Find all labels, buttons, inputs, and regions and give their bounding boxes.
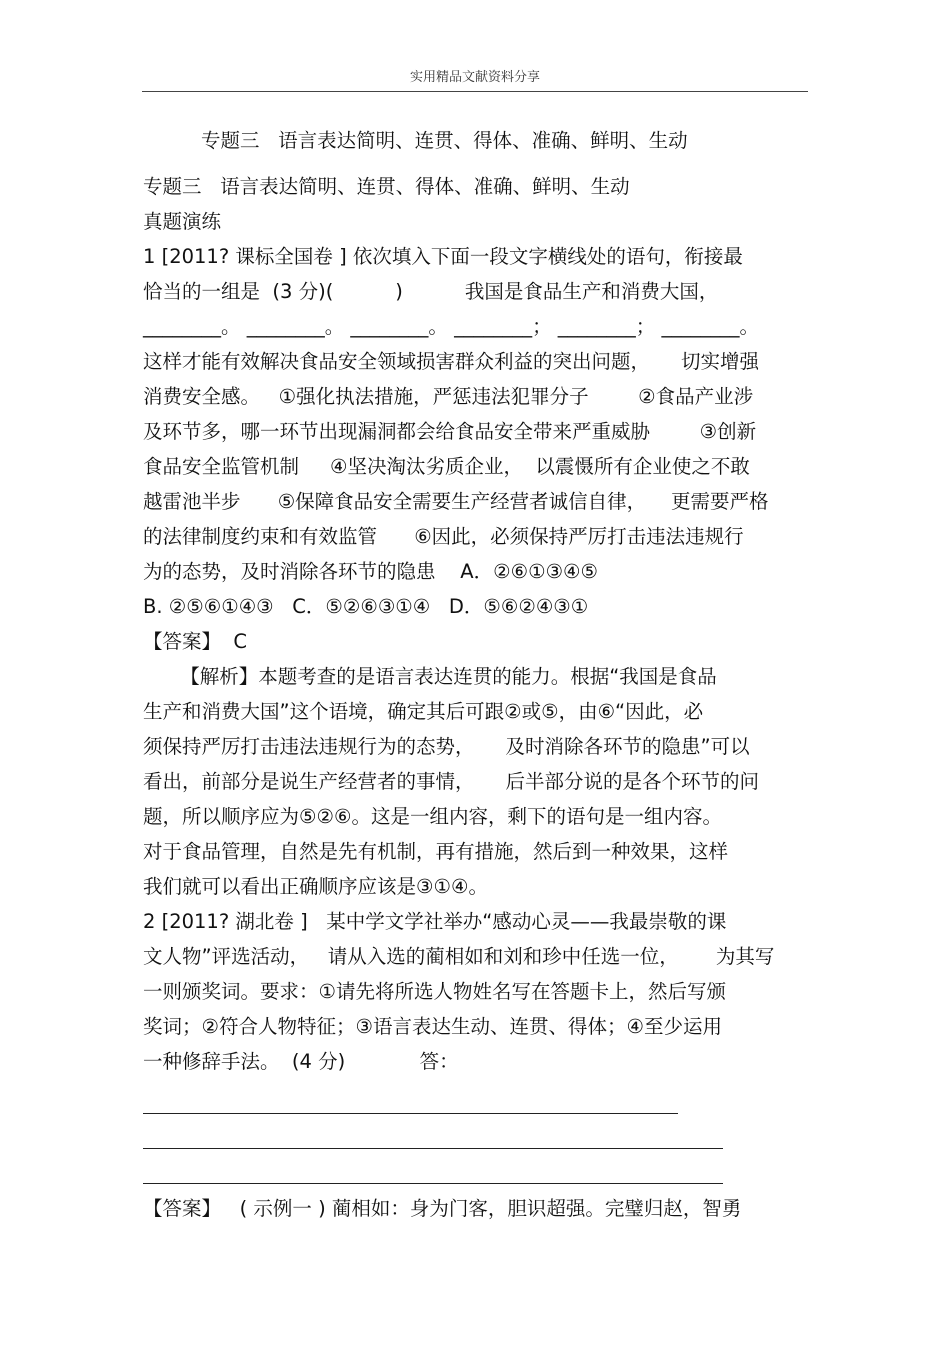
question-1-text: 越雷池半步 ⑤保障食品安全需要生产经营者诚信自律， 更需要严格: [143, 490, 769, 513]
question-1-text: 的法律制度约束和有效监管 ⑥因此，必须保持严厉打击违法违规行: [143, 525, 744, 548]
explanation-text: 对于食品管理，自然是先有机制，再有措施，然后到一种效果，这样: [143, 840, 729, 863]
question-1-text: 恰当的一组是 (3 分)( ) 我国是食品生产和消费大国，: [143, 280, 719, 303]
question-1-text: 1 [2011? 课标全国卷 ] 依次填入下面一段文字横线处的语句，衔接最: [143, 245, 743, 268]
question-1-text: 消费安全感。 ①强化执法措施，严惩违法犯罪分子 ②食品产业涉: [143, 385, 754, 408]
question-1-answer: 【答案】 C: [143, 630, 248, 653]
question-1-options: B. ②⑤⑥①④③ C．⑤②⑥③①④ D．⑤⑥②④③①: [143, 595, 589, 618]
question-2-text: 奖词；②符合人物特征；③语言表达生动、连贯、得体；④至少运用: [143, 1015, 722, 1038]
answer-blank-line: [143, 1148, 723, 1149]
explanation-text: 看出，前部分是说生产经营者的事情， 后半部分说的是各个环节的问: [143, 770, 759, 793]
header-divider: [142, 91, 808, 92]
question-1-options: 为的态势，及时消除各环节的隐患 A．②⑥①③④⑤: [143, 560, 599, 583]
explanation-text: 须保持严厉打击违法违规行为的态势， 及时消除各环节的隐患”可以: [143, 735, 750, 758]
answer-blank-line: [143, 1183, 723, 1184]
section-label: 真题演练: [143, 210, 222, 233]
question-2-text: 文人物”评选活动， 请从入选的蔺相如和刘和珍中任选一位， 为其写: [143, 945, 775, 968]
explanation-text: 题，所以顺序应为⑤②⑥。这是一组内容，剩下的语句是一组内容。: [143, 805, 722, 828]
explanation-text: 【解析】本题考查的是语言表达连贯的能力。根据“我国是食品: [143, 665, 717, 688]
question-2-answer: 【答案】 ( 示例一 ) 蔺相如：身为门客，胆识超强。完璧归赵，智勇: [143, 1197, 742, 1220]
question-1-text: 及环节多，哪一环节出现漏洞都会给食品安全带来严重威胁 ③创新: [143, 420, 757, 443]
question-2-text: 一种修辞手法。 (4 分) 答：: [143, 1050, 459, 1073]
heading: 专题三 语言表达简明、连贯、得体、准确、鲜明、生动: [143, 175, 630, 198]
question-2-text: 一则颁奖词。要求：①请先将所选人物姓名写在答题卡上，然后写颁: [143, 980, 726, 1003]
answer-blank-line: [143, 1113, 678, 1114]
explanation-text: 生产和消费大国”这个语境，确定其后可跟②或⑤，由⑥“因此，必: [143, 700, 704, 723]
question-2-text: 2 [2011? 湖北卷 ] 某中学文学社举办“感动心灵——我最崇敬的课: [143, 910, 727, 933]
question-1-text: 食品安全监管机制 ④坚决淘汰劣质企业， 以震慑所有企业使之不敢: [143, 455, 750, 478]
page-header: 实用精品文献资料分享: [409, 70, 540, 85]
question-1-blanks: ________。 ________。 ________。 ________； ________； ________。: [143, 315, 759, 338]
document-title: 专题三 语言表达简明、连贯、得体、准确、鲜明、生动: [201, 129, 688, 152]
explanation-text: 我们就可以看出正确顺序应该是③①④。: [143, 875, 488, 898]
question-1-text: 这样才能有效解决食品安全领域损害群众利益的突出问题， 切实增强: [143, 350, 759, 373]
